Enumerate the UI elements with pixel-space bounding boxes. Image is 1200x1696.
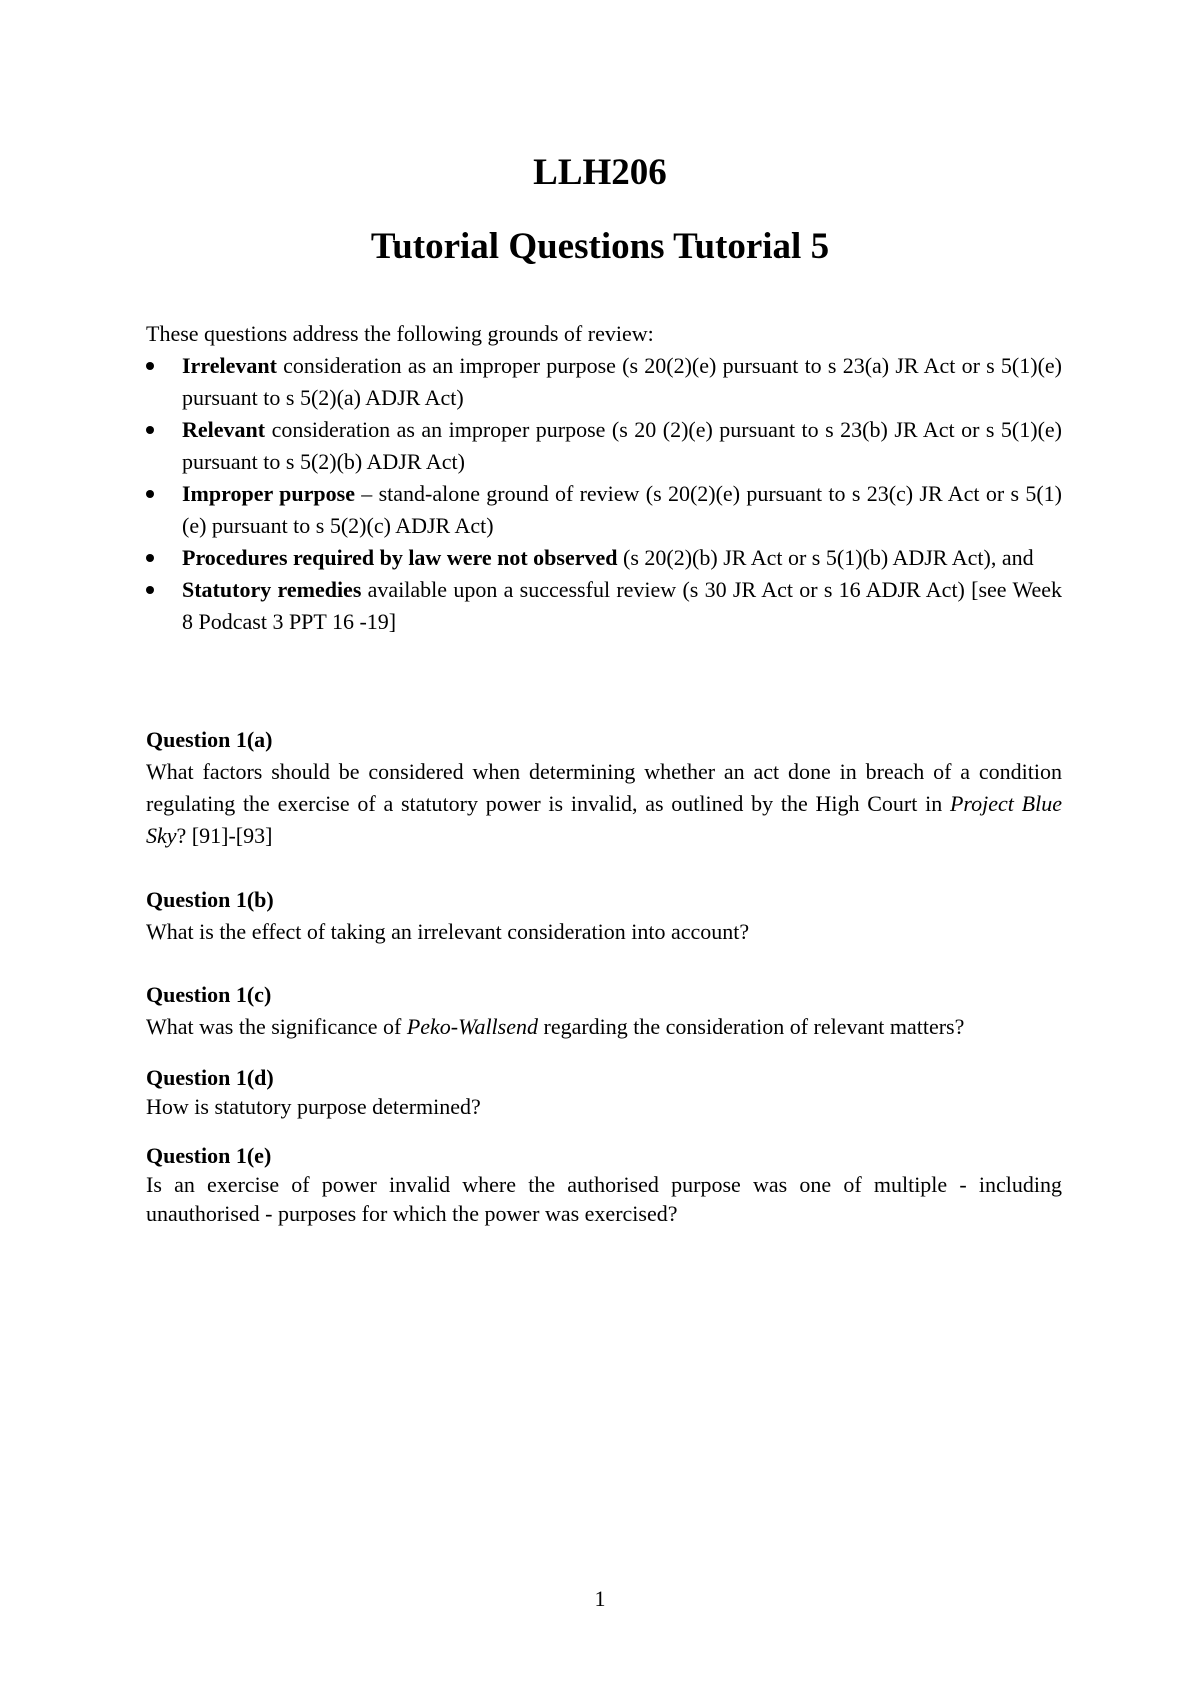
question-heading: Question 1(d) [146, 1065, 274, 1090]
list-item [146, 350, 1062, 414]
question-text: How is statutory purpose determined? [146, 1094, 481, 1119]
grounds-list [146, 350, 1062, 638]
question-heading: Question 1(c) [146, 982, 272, 1007]
question-text: Is an exercise of power invalid where the authorised purpose was one of multiple - including unauthorised - purposes for which the power was exercised? [146, 1172, 1062, 1226]
question-text [146, 756, 1062, 852]
case-name: Peko-Wallsend [406, 1014, 538, 1039]
ground-description: – stand-alone ground of review (s 20(2)(e) pursuant to s 23(c) JR Act or s 5(1)(e) pursuant to s 5(2)(c) ADJR Act) [182, 481, 1062, 538]
question-heading: Question 1(b) [146, 887, 274, 912]
question-heading: Question 1(a) [146, 727, 273, 752]
question-1b [146, 884, 1062, 948]
list-item [146, 574, 1062, 638]
question-1d [146, 1063, 1062, 1121]
question-text-part: What was the significance of [146, 1014, 407, 1039]
questions-section [146, 724, 1062, 1228]
course-code: LLH206 [533, 152, 667, 193]
question-1a [146, 724, 1062, 852]
grounds-section [146, 318, 1062, 638]
ground-label: Procedures required by law were not observed [182, 545, 618, 570]
list-item [146, 478, 1062, 542]
question-text-part: What factors should be considered when determining whether an act done in breach of a condition regulating the exercise of a statutory power is invalid, as outlined by the High Court in [146, 759, 1062, 816]
question-text-part: regarding the consideration of relevant matters? [538, 1014, 965, 1039]
bullet-icon [146, 586, 154, 594]
question-heading: Question 1(e) [146, 1143, 272, 1168]
ground-label: Improper purpose [182, 481, 355, 506]
ground-label: Statutory remedies [182, 577, 362, 602]
ground-description: (s 20(2)(b) JR Act or s 5(1)(b) ADJR Act), and [617, 545, 1034, 570]
document-title: Tutorial Questions Tutorial 5 [370, 226, 830, 267]
bullet-icon [146, 426, 154, 434]
list-item [146, 542, 1062, 574]
ground-label: Relevant [182, 417, 266, 442]
bullet-icon [146, 490, 154, 498]
ground-description: consideration as an improper purpose (s 20(2)(e) pursuant to s 23(a) JR Act or s 5(1)(e) pursuant to s 5(2)(a) ADJR Act) [182, 353, 1062, 410]
question-text: What is the effect of taking an irrelevant consideration into account? [146, 919, 750, 944]
bullet-icon [146, 362, 154, 370]
ground-description: available upon a successful review (s 30 JR Act or s 16 ADJR Act) [see Week 8 Podcast 3 PPT 16 -19] [182, 577, 1062, 634]
list-item [146, 414, 1062, 478]
bullet-icon [146, 554, 154, 562]
ground-description: consideration as an improper purpose (s 20 (2)(e) pursuant to s 23(b) JR Act or s 5(1)(e) pursuant to s 5(2)(b) ADJR Act) [182, 417, 1062, 474]
question-text [146, 1011, 1062, 1043]
case-name: Project Blue Sky [146, 791, 1062, 848]
intro-text: These questions address the following grounds of review: [146, 321, 654, 346]
ground-label: Irrelevant [182, 353, 277, 378]
question-1c [146, 979, 1062, 1043]
question-text-part: ? [91]-[93] [176, 823, 273, 848]
page-number: 1 [594, 1586, 606, 1611]
question-1e [146, 1141, 1062, 1228]
